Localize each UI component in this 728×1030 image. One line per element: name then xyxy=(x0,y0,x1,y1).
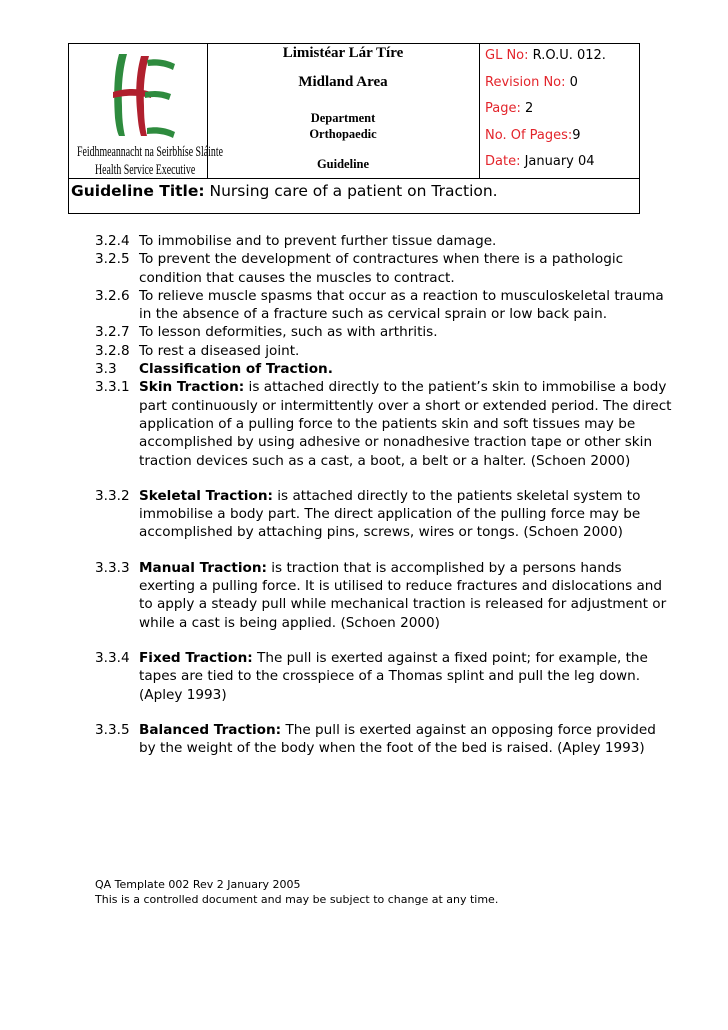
list-item-manual-traction xyxy=(95,559,675,632)
item-term: Fixed Traction: xyxy=(139,649,253,666)
section-heading-text: Classification of Traction. xyxy=(139,361,333,378)
item-text: To prevent the development of contractures when there is a pathologic condition that causes the muscles to contract. xyxy=(139,251,624,286)
page-count-value: 9 xyxy=(572,128,581,143)
revision-value: 0 xyxy=(569,75,578,90)
item-number: 3.2.7 xyxy=(95,324,130,341)
list-item-skin-traction xyxy=(95,378,675,469)
item-text: To immobilise and to prevent further tissue damage. xyxy=(139,233,497,249)
list-item xyxy=(95,342,675,360)
item-text: The pull is exerted against a fixed point; for example, the tapes are tied to the crosspiece of a Thomas splint and pull the leg down. (Apley 1993) xyxy=(139,649,648,703)
item-term: Skin Traction: xyxy=(139,379,245,396)
department-name: Orthopaedic xyxy=(309,127,377,141)
list-item-balanced-traction xyxy=(95,721,675,758)
revision-label: Revision No: xyxy=(485,75,566,90)
document-footer xyxy=(95,877,498,907)
item-number: 3.2.8 xyxy=(95,342,130,359)
document-header xyxy=(68,43,640,214)
header-meta xyxy=(482,44,639,178)
item-term: Balanced Traction: xyxy=(139,721,282,738)
footer-template-line: QA Template 002 Rev 2 January 2005 xyxy=(95,878,301,891)
list-item xyxy=(95,287,675,324)
document-date xyxy=(485,154,595,169)
item-text: The pull is exerted against an opposing force provided by the weight of the body when the foot of the bed is raised. (Apley 1993) xyxy=(139,721,656,757)
item-number: 3.3.4 xyxy=(95,649,130,666)
item-number: 3.2.5 xyxy=(95,251,130,268)
item-number: 3.3.5 xyxy=(95,721,130,738)
date-label: Date: xyxy=(485,154,521,169)
item-number: 3.3 xyxy=(95,361,117,378)
department-label: Department xyxy=(310,111,376,125)
page-number xyxy=(485,101,533,116)
item-text: is traction that is accomplished by a persons hands exerting a pulling force. It is utilised to reduce fractures and dislocations and to apply a steady pull while mechanical traction is released for adjustment or while a cast is being applied. (Schoen 2000) xyxy=(139,559,667,631)
document-type: Guideline xyxy=(316,157,370,171)
item-text: is attached directly to the patient’s skin to immobilise a body part continuously or intermittently over a short or extended period. The direct application of a pulling force to the patients skin and soft tissues may be accomplished by using adhesive or nonadhesive traction tape or other skin traction devices such as a cast, a boot, a belt or a halter. (Schoen 2000) xyxy=(139,379,672,469)
item-text: To rest a diseased joint. xyxy=(139,342,300,359)
item-number: 3.2.6 xyxy=(95,287,130,304)
list-item xyxy=(95,323,675,341)
item-text: To lesson deformities, such as with arthritis. xyxy=(139,324,438,341)
area-irish: Limistéar Lár Tíre xyxy=(282,45,404,61)
list-item-fixed-traction xyxy=(95,649,675,704)
page-label: Page: xyxy=(485,101,521,116)
item-text: To relieve muscle spasms that occur as a reaction to musculoskeletal trauma in the absence of a fracture such as cervical sprain or low back pain. xyxy=(139,287,664,323)
item-term: Skeletal Traction: xyxy=(139,487,273,504)
guideline-title-label: Guideline Title: xyxy=(71,182,205,200)
divider xyxy=(479,44,480,178)
page-count-label: No. Of Pages: xyxy=(485,128,573,143)
header-center xyxy=(207,44,479,178)
item-number: 3.3.3 xyxy=(95,559,130,576)
hse-logo-icon xyxy=(75,48,205,144)
section-heading xyxy=(95,360,675,378)
date-value: January 04 xyxy=(524,154,595,169)
list-item xyxy=(95,232,675,250)
document-body xyxy=(95,232,675,757)
guideline-title-value: Nursing care of a patient on Traction. xyxy=(209,182,498,200)
footer-control-notice: This is a controlled document and may be subject to change at any time. xyxy=(95,893,499,906)
revision-number xyxy=(485,75,578,90)
logo-caption-english: Health Service Executive xyxy=(95,162,196,178)
page-value: 2 xyxy=(525,101,534,116)
item-term: Manual Traction: xyxy=(139,559,267,576)
list-item-skeletal-traction xyxy=(95,487,675,542)
item-number: 3.3.1 xyxy=(95,379,130,396)
logo-caption-irish: Feidhmeannacht na Seirbhíse Sláinte xyxy=(77,144,223,160)
hse-logo xyxy=(75,48,223,178)
item-text: is attached directly to the patients skeletal system to immobilise a body part. The direct application of the pulling force may be accomplished by attaching pins, screws, wires or tongs. (Schoen 2000) xyxy=(139,487,641,541)
area-english: Midland Area xyxy=(298,74,388,90)
item-number: 3.3.2 xyxy=(95,487,130,504)
gl-number-value: R.O.U. 012. xyxy=(532,48,606,63)
gl-number xyxy=(485,48,606,63)
list-item xyxy=(95,250,675,287)
guideline-title xyxy=(71,182,498,200)
page-count xyxy=(485,128,581,143)
item-number: 3.2.4 xyxy=(95,233,130,249)
gl-number-label: GL No: xyxy=(485,48,529,63)
